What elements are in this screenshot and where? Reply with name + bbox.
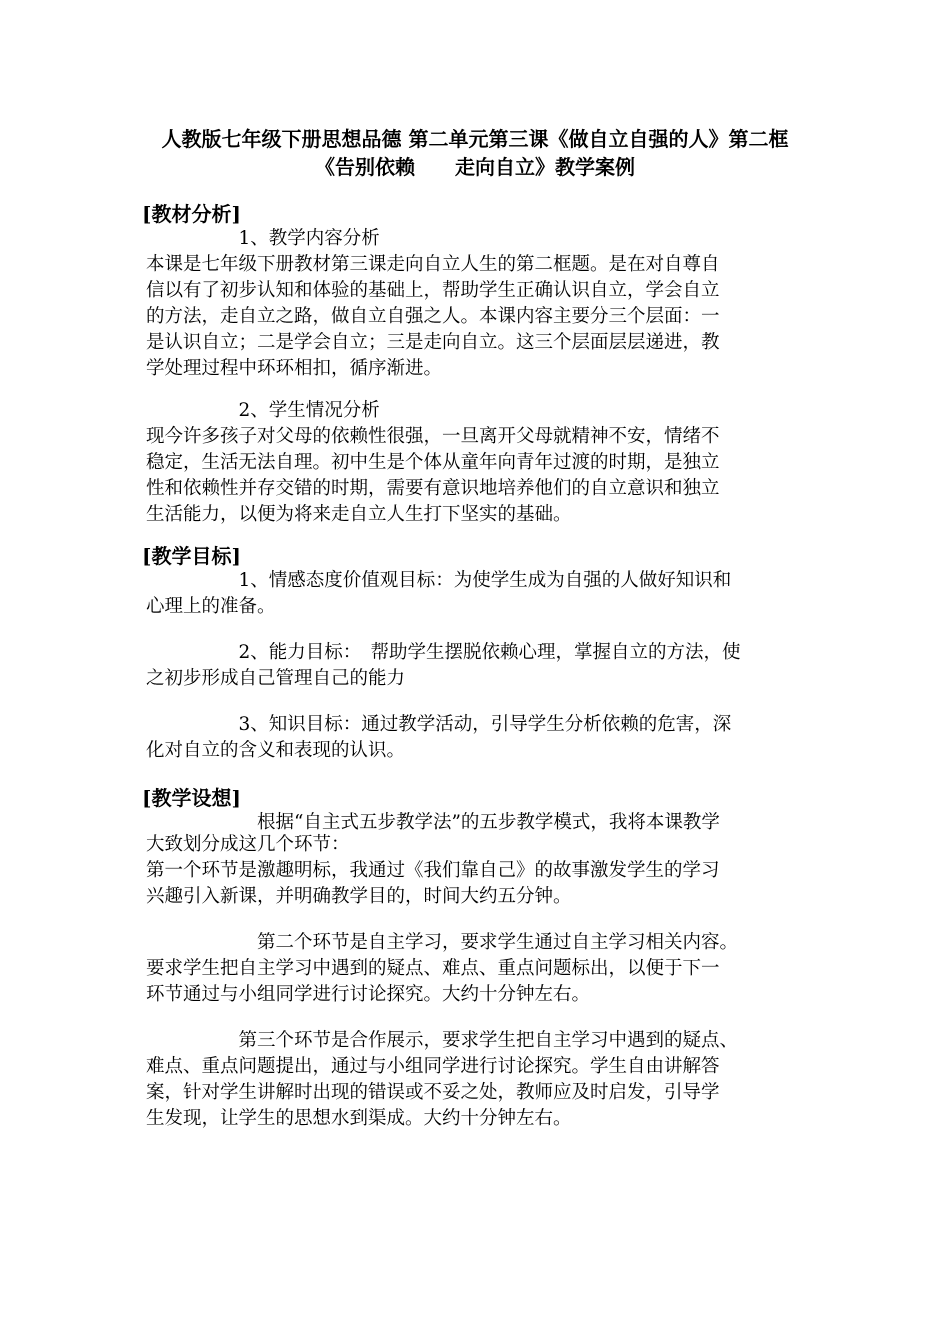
goal-line: 化对自立的含义和表现的认识。	[146, 740, 406, 761]
paragraph-line: 现今许多孩子对父母的依赖性很强，一旦离开父母就精神不安，情绪不	[146, 426, 720, 447]
paragraph-line: 第一个环节是激趣明标，我通过《我们靠自己》的故事激发学生的学习	[146, 860, 720, 881]
goal-line: 之初步形成自己管理自己的能力	[146, 668, 406, 689]
paragraph-line: 大致划分成这几个环节：	[146, 834, 350, 855]
paragraph-line: 要求学生把自主学习中遇到的疑点、难点、重点问题标出，以便于下一	[146, 958, 720, 979]
goal-line: 3、知识目标：通过教学活动，引导学生分析依赖的危害，深	[146, 714, 732, 735]
paragraph-line: 的方法，走自立之路，做自立自强之人。本课内容主要分三个层面：一	[146, 306, 720, 327]
subheading-student-analysis: 2、学生情况分析	[146, 400, 380, 421]
paragraph-line: 兴趣引入新课，并明确教学目的，时间大约五分钟。	[146, 886, 572, 907]
paragraph-line: 生发现，让学生的思想水到渠成。大约十分钟左右。	[146, 1108, 572, 1129]
paragraph-line: 环节通过与小组同学进行讨论探究。大约十分钟左右。	[146, 984, 591, 1005]
goal-line: 1、情感态度价值观目标：为使学生成为自强的人做好知识和	[146, 570, 732, 591]
section-heading-analysis: [教材分析]	[142, 202, 241, 226]
paragraph-line: 是认识自立；二是学会自立；三是走向自立。这三个层面层层递进，教	[146, 332, 720, 353]
paragraph-line: 第三个环节是合作展示，要求学生把自主学习中遇到的疑点、	[146, 1030, 739, 1051]
goal-line: 心理上的准备。	[146, 596, 276, 617]
paragraph-line: 生活能力，以便为将来走自立人生打下坚实的基础。	[146, 504, 572, 525]
document-title-line-2: 《告别依赖 走向自立》教学案例	[315, 155, 635, 179]
subheading-content-analysis: 1、教学内容分析	[146, 228, 380, 249]
document-title-line-1: 人教版七年级下册思想品德 第二单元第三课《做自立自强的人》第二框	[161, 127, 789, 151]
paragraph-line: 本课是七年级下册教材第三课走向自立人生的第二框题。是在对自尊自	[146, 254, 720, 275]
paragraph-line: 难点、重点问题提出，通过与小组同学进行讨论探究。学生自由讲解答	[146, 1056, 720, 1077]
paragraph-line: 稳定，生活无法自理。初中生是个体从童年向青年过渡的时期，是独立	[146, 452, 720, 473]
paragraph-line: 案，针对学生讲解时出现的错误或不妥之处，教师应及时启发，引导学	[146, 1082, 720, 1103]
section-heading-design: [教学设想]	[142, 786, 241, 810]
paragraph-line: 根据“自主式五步教学法”的五步教学模式，我将本课教学	[146, 812, 720, 833]
paragraph-line: 性和依赖性并存交错的时期，需要有意识地培养他们的自立意识和独立	[146, 478, 720, 499]
paragraph-line: 信以有了初步认知和体验的基础上，帮助学生正确认识自立，学会自立	[146, 280, 720, 301]
paragraph-line: 第二个环节是自主学习，要求学生通过自主学习相关内容。	[146, 932, 739, 953]
paragraph-line: 学处理过程中环环相扣，循序渐进。	[146, 358, 443, 379]
section-heading-goals: [教学目标]	[142, 544, 241, 568]
goal-line: 2、能力目标： 帮助学生摆脱依赖心理，掌握自立的方法，使	[146, 642, 741, 663]
